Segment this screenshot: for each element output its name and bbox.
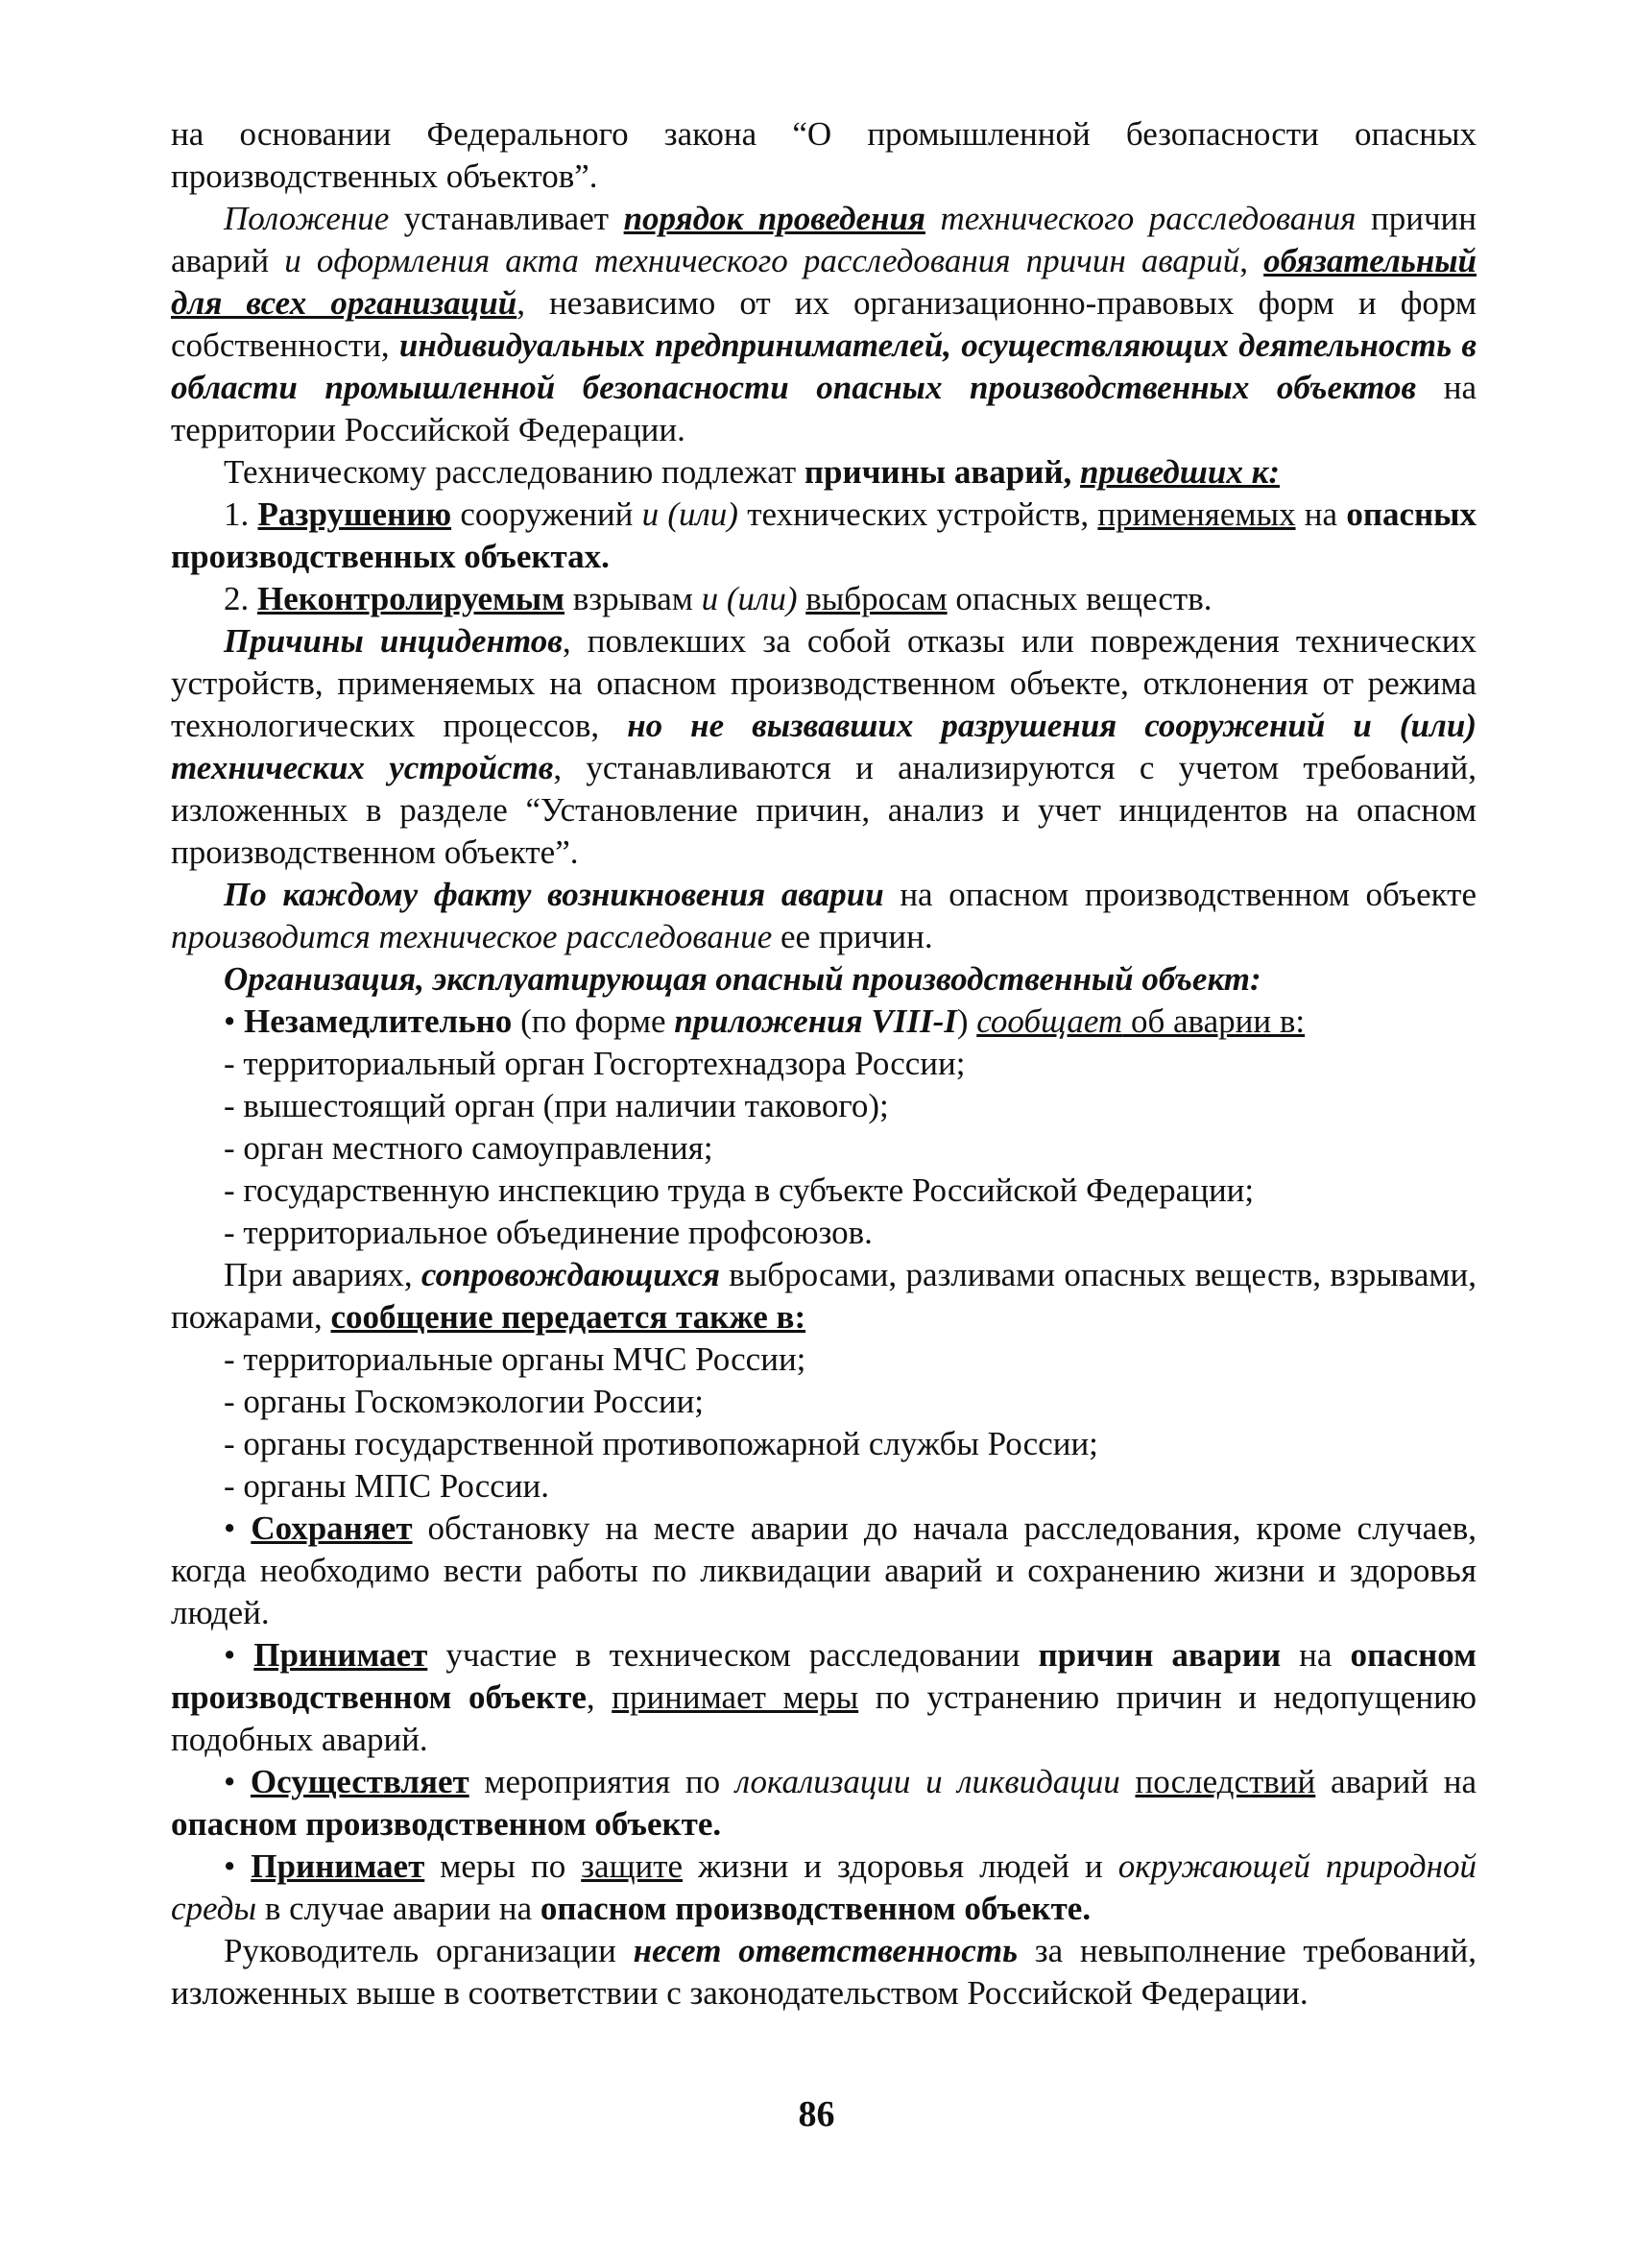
list-item-explosions: [171, 578, 1477, 620]
text-run: об аварии в:: [1122, 1002, 1306, 1040]
text-run: на: [1281, 1636, 1351, 1674]
text-run: принимает меры: [612, 1678, 859, 1716]
text-run: причины аварий,: [804, 453, 1081, 491]
text-run: и оформления акта технического расследования причин аварий: [284, 242, 1240, 279]
text-run: на: [1295, 495, 1347, 533]
list-item: - органы Госкомэкологии России;: [224, 1383, 705, 1420]
text-run: Незамедлительно: [244, 1002, 513, 1040]
text-run: опасном производственном объекте.: [171, 1805, 722, 1843]
list-item: - вышестоящий орган (при наличии такового);: [224, 1087, 889, 1124]
list-item: - органы государственной противопожарной службы России;: [224, 1425, 1098, 1462]
text-run: защите: [581, 1847, 684, 1885]
text-run: но не вызвавших разрушения сооружений и (или) технических устройств: [171, 707, 1477, 786]
text-run: 1.: [224, 495, 258, 533]
text-run: ): [956, 1002, 977, 1040]
document-body: [171, 113, 1477, 2015]
list-item: - органы МПС России.: [224, 1467, 550, 1505]
text-run: •: [224, 1763, 251, 1800]
text-run: •: [224, 1509, 252, 1547]
text-run: сопровождающихся: [420, 1256, 720, 1293]
text-run: опасных веществ.: [947, 580, 1213, 617]
list-item: - орган местного самоуправления;: [224, 1129, 713, 1167]
text-run: обстановку на месте аварии до начала расследования, кроме случаев, когда необходимо вести работы по ликвидации аварий и сохранению жизни и здоровья людей.: [171, 1509, 1477, 1631]
text-run: Сохраняет: [251, 1509, 413, 1547]
text-run: порядок проведения: [623, 200, 925, 237]
text-run: •: [224, 1002, 245, 1040]
text-run: [1120, 1763, 1136, 1800]
bullet-notify: [171, 1001, 1477, 1043]
text-run: на территории Российской Федерации.: [171, 369, 1477, 448]
text-run: и (или): [641, 495, 738, 533]
text-run: технического расследования: [925, 200, 1357, 237]
text-run: •: [224, 1636, 254, 1674]
text-run: (по форме: [512, 1002, 675, 1040]
text-run: По каждому факту возникновения аварии: [224, 876, 884, 913]
list-item: - территориальное объединение профсоюзов.: [224, 1214, 873, 1251]
text-run: и (или): [701, 580, 798, 617]
text-run: последствий: [1135, 1763, 1316, 1800]
list-item: - территориальные органы МЧС России;: [224, 1340, 806, 1378]
text-run: приложения VIII-I: [674, 1002, 957, 1040]
text-run: приведших к:: [1080, 453, 1280, 491]
text-run: по устранению причин и недопущению подобных аварий.: [171, 1678, 1477, 1758]
text-run: 2.: [224, 580, 257, 617]
text-run: окружающей природной среды: [171, 1847, 1477, 1927]
text-run: выбросам: [805, 580, 948, 617]
text-run: , устанавливаются и анализируются с учетом требований, изложенных в разделе “Установление причин, анализ и учет инцидентов на опасном производственном объекте”.: [171, 749, 1477, 871]
text-run: обязательный для всех организаций: [171, 242, 1477, 322]
text-run: опасном производственном объекте.: [540, 1890, 1092, 1927]
paragraph-intro: на основании Федерального закона “О промышленной безопасности опасных производственных объектов”.: [171, 115, 1477, 195]
text-run: ,: [586, 1678, 612, 1716]
text-run: опасных производственных объектах.: [171, 495, 1477, 575]
bullet-protect: [171, 1846, 1477, 1930]
text-run: устанавливает: [389, 200, 624, 237]
list-item: - территориальный орган Госгортехнадзора России;: [224, 1045, 966, 1082]
text-run: Принимает: [253, 1636, 428, 1674]
text-run: Руководитель организации: [224, 1932, 634, 1969]
text-run: , повлекших за собой отказы или повреждения технических устройств, применяемых на опасном производственном объекте, отклонения от режима технологических процессов,: [171, 622, 1477, 744]
text-run: Неконтролируемым: [257, 580, 565, 617]
text-run: локализации и ликвидации: [734, 1763, 1120, 1800]
text-run: меры по: [424, 1847, 582, 1885]
bullet-preserve: [171, 1508, 1477, 1634]
text-run: причин аварии: [1038, 1636, 1282, 1674]
text-run: сообщение передается также в:: [330, 1298, 806, 1336]
text-run: ,: [1239, 242, 1264, 279]
text-run: индивидуальных предпринимателей, осуществляющих деятельность в области промышленной безопасности опасных производственных объектов: [171, 326, 1477, 406]
paragraph-responsibility: [171, 1930, 1477, 2015]
text-run: Положение: [224, 200, 390, 237]
text-run: несет ответственность: [633, 1932, 1019, 1969]
text-run: аварий на: [1315, 1763, 1477, 1800]
paragraph-regulation: [171, 198, 1477, 451]
bullet-participate: [171, 1634, 1477, 1761]
text-run: Осуществляет: [250, 1763, 469, 1800]
text-run: Принимает: [251, 1847, 425, 1885]
text-run: сооружений: [451, 495, 642, 533]
subheading-organization: Организация, эксплуатирующая опасный производственный объект:: [224, 960, 1261, 998]
text-run: Техническому расследованию подлежат: [224, 453, 804, 491]
paragraph-also-notify: [171, 1254, 1477, 1339]
text-run: в случае аварии на: [256, 1890, 540, 1927]
notify-recipients-list: [171, 1043, 1477, 1254]
text-run: [797, 580, 805, 617]
text-run: взрывам: [564, 580, 702, 617]
text-run: При авариях,: [224, 1256, 421, 1293]
text-run: Разрушению: [257, 495, 452, 533]
text-run: опасном производственном объекте: [171, 1636, 1477, 1716]
text-run: за невыполнение требований, изложенных выше в соответствии с законодательством Российской Федерации.: [171, 1932, 1477, 2012]
paragraph-investigation-subject: [171, 451, 1477, 494]
list-item-destruction: [171, 494, 1477, 578]
text-run: мероприятия по: [468, 1763, 735, 1800]
page-number: 86: [798, 2094, 835, 2135]
text-run: сообщает: [976, 1002, 1123, 1040]
text-run: причин аварий: [171, 200, 1477, 279]
text-run: выбросами, разливами опасных веществ, взрывами, пожарами,: [171, 1256, 1477, 1336]
text-run: технических устройств,: [737, 495, 1098, 533]
text-run: производится техническое расследование: [171, 918, 773, 955]
text-run: жизни и здоровья людей и: [683, 1847, 1118, 1885]
paragraph-each-accident: [171, 874, 1477, 958]
text-run: Причины инцидентов: [224, 622, 563, 660]
text-run: •: [224, 1847, 252, 1885]
text-run: участие в техническом расследовании: [427, 1636, 1039, 1674]
text-run: на опасном производственном объекте: [883, 876, 1477, 913]
paragraph-incidents: [171, 620, 1477, 874]
text-run: , независимо от их организационно-правовых форм и форм собственности,: [171, 284, 1477, 364]
text-run: применяемых: [1097, 495, 1296, 533]
text-run: ее причин.: [772, 918, 933, 955]
additional-recipients-list: [171, 1339, 1477, 1508]
list-item: - государственную инспекцию труда в субъекте Российской Федерации;: [224, 1171, 1255, 1209]
bullet-localize: [171, 1761, 1477, 1846]
